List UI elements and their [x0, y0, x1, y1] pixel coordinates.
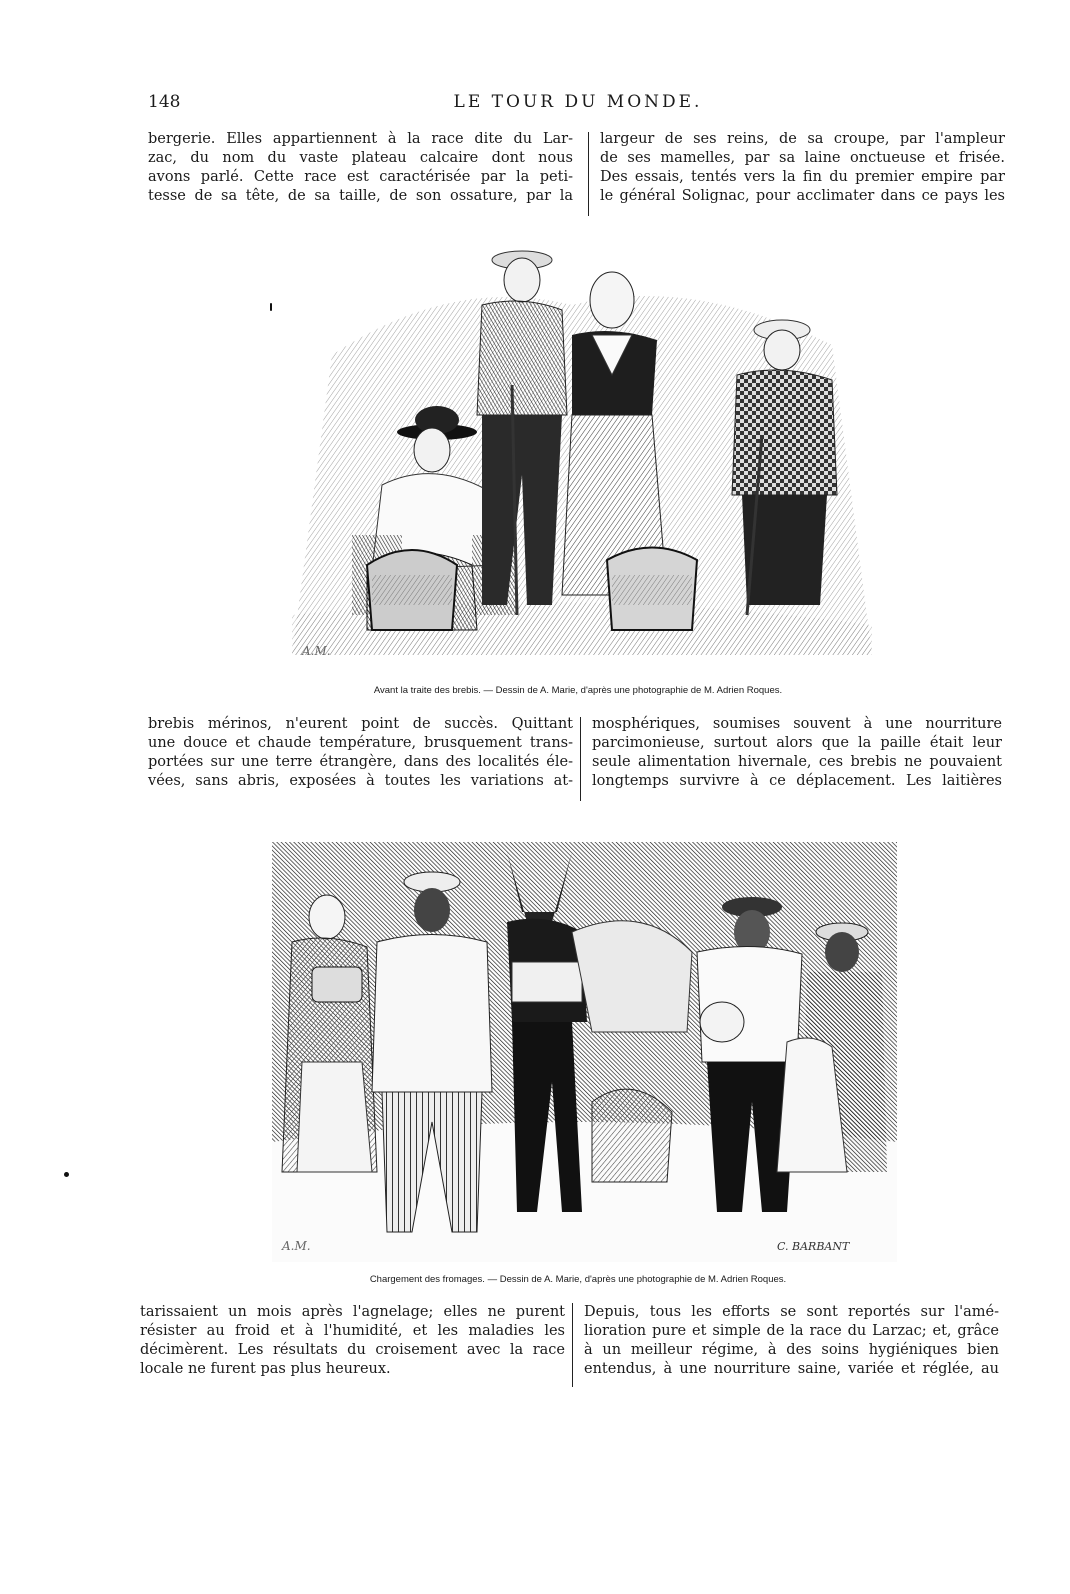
ink-speck	[270, 303, 272, 311]
text-line: longtemps survivre à ce déplacement. Les laitières	[592, 773, 1002, 789]
text-line: tesse de sa tête, de sa taille, de son ossature, par la	[148, 188, 573, 204]
engraving-milking	[272, 235, 892, 665]
text-line: tarissaient un mois après l'agnelage; elles ne purent	[140, 1304, 565, 1320]
text-line: largeur de ses reins, de sa croupe, par l'ampleur	[600, 131, 1005, 147]
engraver-signature: A.M.	[302, 644, 331, 658]
text-line: avons parlé. Cette race est caractérisée par la peti-	[148, 169, 573, 185]
text-line: parcimonieuse, surtout alors que la paille était leur	[592, 735, 1002, 751]
text-line: à un meilleur régime, à des soins hygiéniques bien	[584, 1342, 999, 1358]
block1-left-column	[148, 130, 573, 206]
block1-right-column	[600, 130, 1005, 206]
running-head	[148, 92, 1008, 118]
text-line: Depuis, tous les efforts se sont reportés sur l'amé-	[584, 1304, 999, 1320]
text-line: bergerie. Elles appartiennent à la race dite du Lar-	[148, 131, 573, 147]
page-number: 148	[148, 92, 181, 112]
text-line: locale ne furent pas plus heureux.	[140, 1361, 391, 1377]
text-line: entendus, à une nourriture saine, variée et réglée, au	[584, 1361, 999, 1377]
text-line: brebis mérinos, n'eurent point de succès. Quittant	[148, 716, 573, 732]
text-line: une douce et chaude température, brusquement trans-	[148, 735, 573, 751]
text-line: seule alimentation hivernale, ces brebis ne pouvaient	[592, 754, 1002, 770]
block3-left-column	[140, 1303, 565, 1379]
figure1-caption: Avant la traite des brebis. — Dessin de A. Marie, d'après une photographie de M. Adrien Roques.	[373, 685, 783, 696]
text-line: portées sur une terre étrangère, dans des localités éle-	[148, 754, 573, 770]
text-line: de ses mamelles, par sa laine onctueuse et frisée.	[600, 150, 1005, 166]
ink-speck	[64, 1172, 69, 1177]
engraving-cheese-loading	[272, 842, 897, 1262]
column-divider	[588, 132, 589, 216]
column-divider	[580, 717, 581, 801]
journal-title: LE TOUR DU MONDE.	[453, 92, 703, 112]
engraver-signature-right: C. BARBANT	[777, 1240, 850, 1253]
text-line: lioration pure et simple de la race du Larzac; et, grâce	[584, 1323, 999, 1339]
figure2-caption: Chargement des fromages. — Dessin de A. Marie, d'après une photographie de M. Adrien Roques.	[369, 1274, 787, 1285]
text-line: résister au froid et à l'humidité, et les maladies les	[140, 1323, 565, 1339]
text-line: mosphériques, soumises souvent à une nourriture	[592, 716, 1002, 732]
column-divider	[572, 1303, 573, 1387]
engraver-signature-left: A.M.	[282, 1239, 311, 1253]
text-line: le général Solignac, pour acclimater dans ce pays les	[600, 188, 1005, 204]
text-line: décimèrent. Les résultats du croisement avec la race	[140, 1342, 565, 1358]
block3-right-column	[584, 1303, 999, 1379]
text-line: Des essais, tentés vers la fin du premier empire par	[600, 169, 1005, 185]
text-line: zac, du nom du vaste plateau calcaire dont nous	[148, 150, 573, 166]
engraving-cheese-loading-image	[272, 842, 897, 1262]
engraving-milking-image	[272, 235, 892, 665]
block2-right-column	[592, 715, 1002, 791]
block2-left-column	[148, 715, 573, 791]
text-line: vées, sans abris, exposées à toutes les variations at-	[148, 773, 573, 789]
